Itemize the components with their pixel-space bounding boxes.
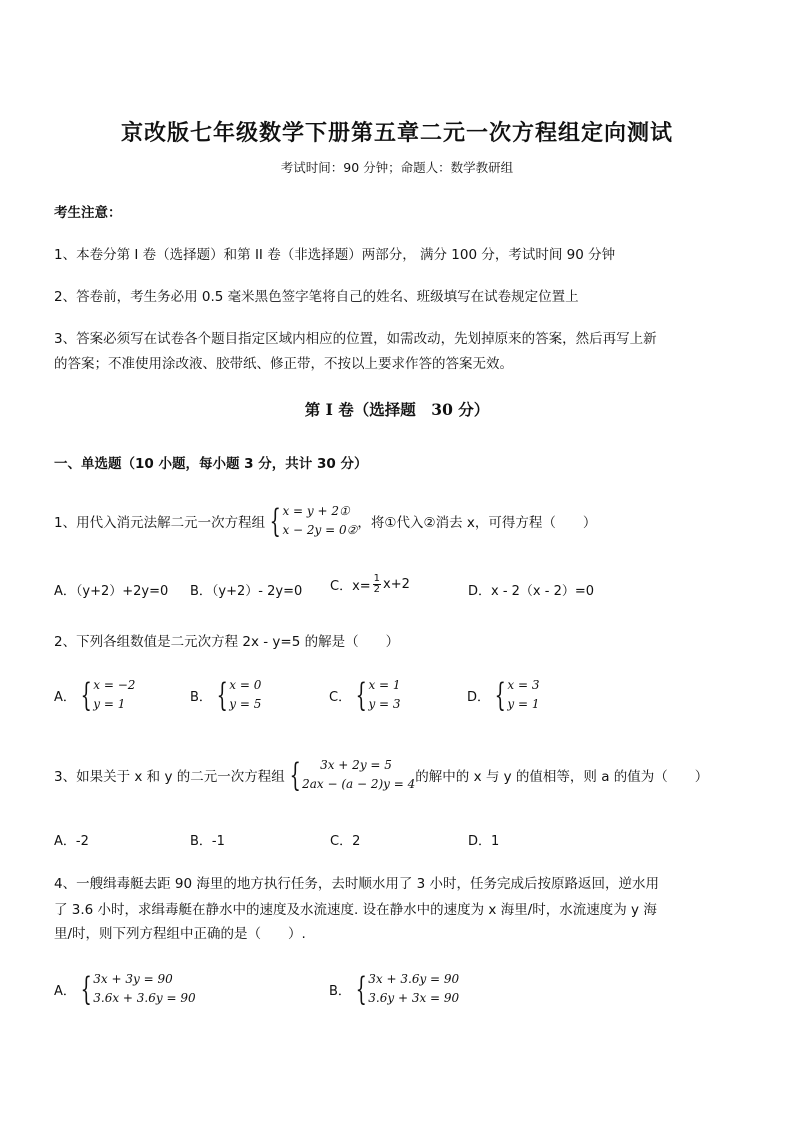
- option-a[interactable]: [54, 970, 196, 1008]
- equation-row: x = y + 2①: [282, 504, 350, 518]
- section-title: 第 I 卷（选择题 30 分）: [304, 400, 490, 419]
- equation-system: [76, 970, 196, 1008]
- brace-icon: {: [80, 970, 92, 1008]
- fraction-numerator: 1: [373, 573, 381, 584]
- equation-row: 3x + 3.6y = 90: [368, 972, 460, 986]
- option-d[interactable]: D．1: [468, 834, 500, 849]
- option-c-suffix: x+2: [383, 577, 410, 592]
- question-4-line-2: 了 3.6 小时，求缉毒艇在静水中的速度及水流速度. 设在静水中的速度为 x 海里/时，水流速度为 y 海: [54, 902, 657, 918]
- option-b[interactable]: [329, 970, 459, 1008]
- option-a[interactable]: A．-2: [54, 834, 89, 849]
- option-c[interactable]: [330, 574, 410, 595]
- brace-icon: {: [216, 676, 228, 714]
- option-label: B．: [190, 689, 212, 705]
- option-b[interactable]: [190, 676, 261, 714]
- equation-row: x − 2y = 0②: [282, 523, 358, 537]
- equation-row: x = 1: [368, 678, 401, 692]
- equation-system: [76, 676, 136, 714]
- brace-icon: {: [269, 502, 281, 540]
- option-label: B．: [329, 983, 351, 999]
- option-label: A．: [54, 689, 76, 705]
- equation-system: [265, 502, 357, 540]
- equation-system: [212, 676, 261, 714]
- equation-row: x = 3: [507, 678, 540, 692]
- option-c[interactable]: C．2: [330, 834, 361, 849]
- question-4-line-1: 4、一艘缉毒艇去距 90 海里的地方执行任务，去时顺水用了 3 小时，任务完成后按原路返回，逆水用: [54, 876, 660, 892]
- question-4-line-3: 里/时，则下列方程组中正确的是（ ）.: [54, 926, 306, 942]
- question-3: [54, 756, 708, 794]
- brace-icon: {: [80, 676, 92, 714]
- question-2: 2、下列各组数值是二元次方程 2x - y=5 的解是（ ）: [54, 634, 400, 650]
- option-c[interactable]: [329, 676, 401, 714]
- option-c-prefix: C．x=: [330, 579, 371, 594]
- equation-row: 3x + 2y = 5: [320, 758, 392, 772]
- brace-icon: {: [494, 676, 506, 714]
- equation-row: 2ax − (a − 2)y = 4: [302, 777, 416, 791]
- brace-icon: {: [355, 970, 367, 1008]
- option-label: D．: [467, 689, 491, 705]
- question-1-prefix: 1、用代入消元法解二元一次方程组: [54, 515, 266, 531]
- notice-item-3-cont: 的答案；不准使用涂改液、胶带纸、修正带，不按以上要求作答的答案无效。: [54, 356, 513, 372]
- equation-system: [351, 970, 459, 1008]
- question-3-suffix: 的解中的 x 与 y 的值相等，则 a 的值为（ ）: [415, 769, 709, 785]
- equation-row: y = 1: [507, 697, 540, 711]
- page-title: 京改版七年级数学下册第五章二元一次方程组定向测试: [120, 120, 673, 146]
- question-1-suffix: ，将①代入②消去 x，可得方程（ ）: [357, 515, 597, 531]
- option-b[interactable]: B．-1: [190, 834, 225, 849]
- part-heading: 一、单选题（10 小题，每小题 3 分，共计 30 分）: [54, 456, 368, 472]
- option-d[interactable]: [467, 676, 539, 714]
- option-label: A．: [54, 983, 76, 999]
- option-a[interactable]: [54, 676, 135, 714]
- brace-icon: {: [289, 756, 301, 794]
- option-label: C．: [329, 689, 352, 705]
- equation-row: y = 3: [368, 697, 401, 711]
- notice-item-2: 2、答卷前，考生务必用 0.5 毫米黑色签字笔将自己的姓名、班级填写在试卷规定位置上: [54, 289, 579, 305]
- equation-row: 3.6x + 3.6y = 90: [93, 991, 196, 1005]
- notice-item-1: 1、本卷分第 I 卷（选择题）和第 II 卷（非选择题）两部分， 满分 100 分，考试时间 90 分钟: [54, 247, 616, 263]
- option-b[interactable]: B．（y+2）- 2y=0: [190, 584, 303, 599]
- equation-row: y = 1: [93, 697, 126, 711]
- equation-system: [490, 676, 539, 714]
- exam-info: 考试时间：90 分钟；命题人：数学教研组: [280, 160, 514, 175]
- equation-system: [285, 756, 416, 794]
- equation-row: y = 5: [229, 697, 262, 711]
- equation-row: 3x + 3y = 90: [93, 972, 173, 986]
- notice-item-3: 3、答案必须写在试卷各个题目指定区域内相应的位置，如需改动，先划掉原来的答案，然后再写上新: [54, 331, 657, 347]
- question-1: [54, 502, 596, 540]
- option-a[interactable]: A．（y+2）+2y=0: [54, 584, 169, 599]
- equation-row: 3.6y + 3x = 90: [368, 991, 460, 1005]
- option-d[interactable]: D．x - 2（x - 2）=0: [468, 584, 595, 599]
- fraction: [373, 574, 381, 595]
- equation-row: x = −2: [93, 678, 136, 692]
- brace-icon: {: [355, 676, 367, 714]
- equation-system: [351, 676, 400, 714]
- fraction-denominator: 2: [373, 584, 381, 595]
- question-3-prefix: 3、如果关于 x 和 y 的二元一次方程组: [54, 769, 285, 785]
- notice-heading: 考生注意：: [54, 205, 122, 221]
- equation-row: x = 0: [229, 678, 262, 692]
